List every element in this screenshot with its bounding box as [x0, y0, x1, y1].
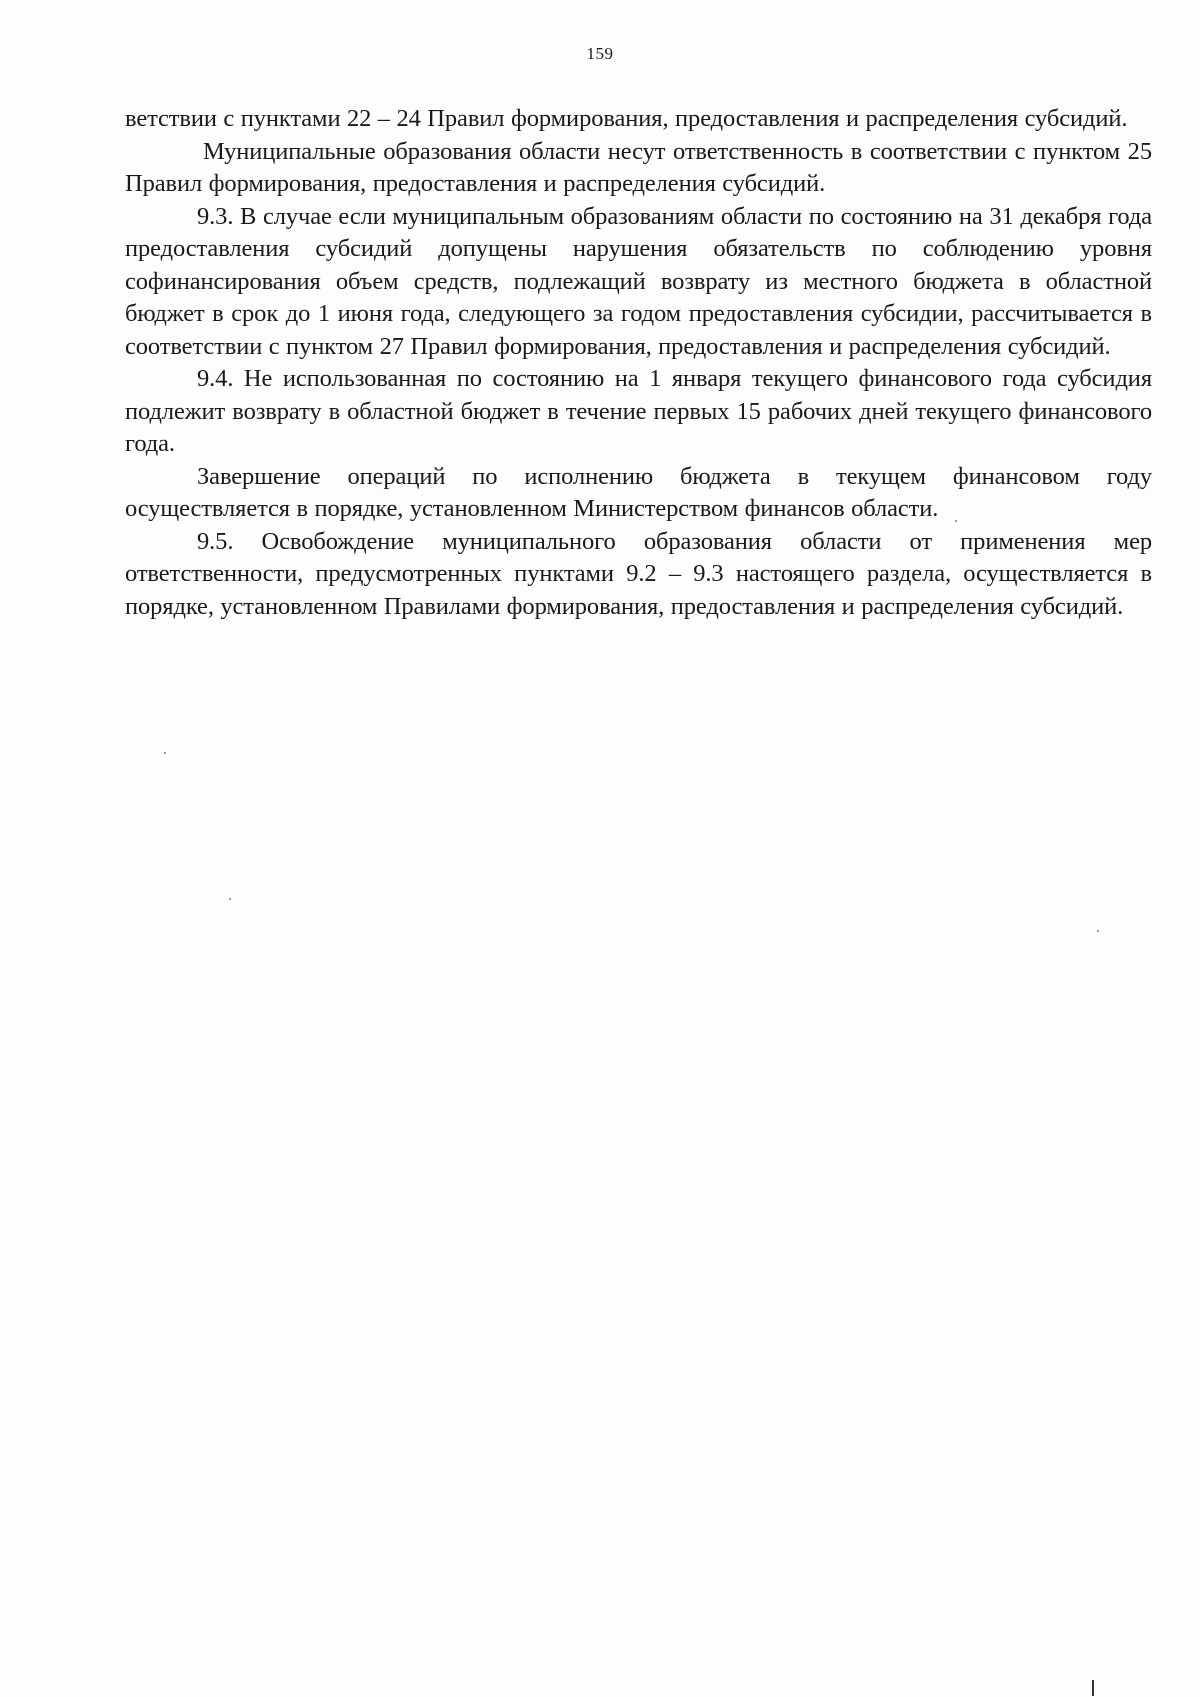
paragraph-responsibility: Муниципальные образования области несут ответственность в соответствии с пунктом 25 Правил формирования, предоставления и распределения субсидий.	[125, 137, 1152, 197]
paragraph-continuation: ветствии с пунктами 22 – 24 Правил формирования, предоставления и распределения субсидий.	[125, 105, 1128, 132]
scan-edge-mark	[1092, 1680, 1094, 1696]
cropped-previous-line	[190, 0, 670, 6]
paragraph-9-3: 9.3. В случае если муниципальным образованиям области по состоянию на 31 декабря года предоставления субсидий допущены нарушения обязательств по соблюдению уровня софинансирования объем средств, подлежащий возврату из местного бюджета в областной бюджет в срок до 1 июня года, следующего за годом предоставления субсидии, рассчитывается в соответствии с пунктом 27 Правил формирования, предоставления и распределения субсидий.	[125, 202, 1152, 360]
scan-speck	[1097, 930, 1099, 932]
paragraph-9-5: 9.5. Освобождение муниципального образования области от применения мер ответственности, предусмотренных пунктами 9.2 – 9.3 настоящего раздела, осуществляется в порядке, установленном Правилами формирования, предоставления и распределения субсидий.	[125, 527, 1152, 620]
document-body	[125, 103, 1152, 623]
page-number: 159	[586, 44, 614, 63]
scan-speck	[229, 898, 231, 900]
paragraph-9-4: 9.4. Не использованная по состоянию на 1 января текущего финансового года субсидия подлежит возврату в областной бюджет в течение первых 15 рабочих дней текущего финансового года.	[125, 365, 1152, 457]
scan-speck	[955, 520, 957, 522]
scan-speck	[164, 752, 166, 754]
paragraph-budget-completion: Завершение операций по исполнению бюджета в текущем финансовом году осуществляется в порядке, установленном Министерством финансов области.	[125, 462, 1152, 522]
